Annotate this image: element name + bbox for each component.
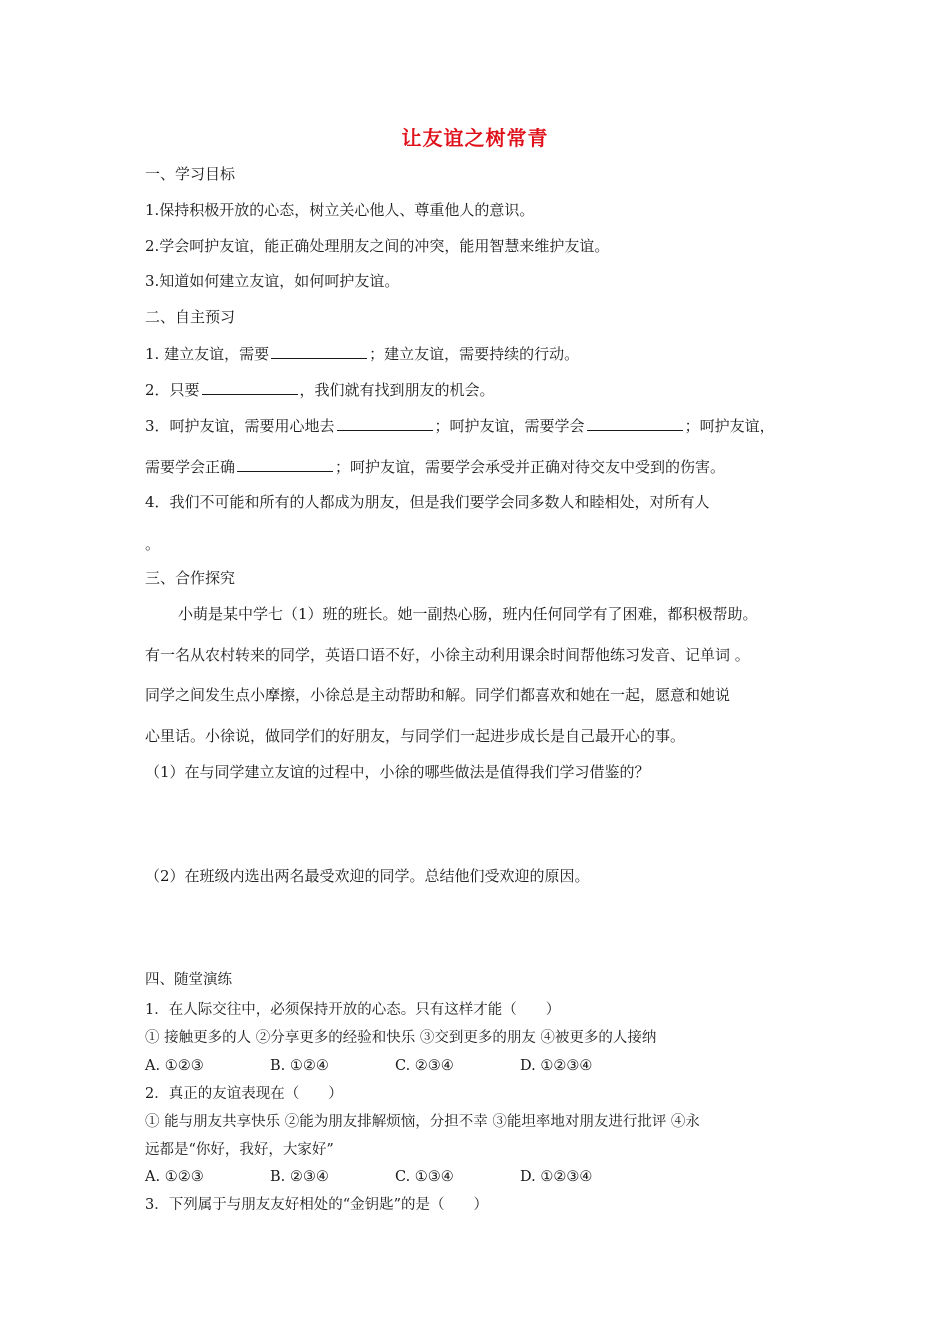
section-heading-preview: 二、自主预习	[145, 308, 236, 326]
explore-question-2: （2）在班级内选出两名最受欢迎的同学。总结他们受欢迎的原因。	[145, 867, 590, 885]
question-text: 3．呵护友谊，需要用心地去	[145, 417, 335, 435]
section-heading-explore: 三、合作探究	[145, 569, 236, 587]
question-text: ；呵护友谊，需要学会承受并正确对待交友中受到的伤害。	[335, 458, 726, 476]
question-text: ，我们就有找到朋友的机会。	[299, 381, 495, 399]
question-text: ；呵护友谊，	[684, 417, 775, 435]
fill-blank[interactable]	[337, 415, 433, 431]
preview-question-4-end: 。	[145, 535, 161, 553]
case-paragraph-line-1: 小萌是某中学七（1）班的班长。她一副热心肠，班内任何同学有了困难，都积极帮助。	[178, 605, 758, 623]
practice-question-1-statements: ① 接触更多的人 ②分享更多的经验和快乐 ③交到更多的朋友 ④被更多的人接纳	[145, 1030, 657, 1046]
option-a[interactable]: A. ①②③	[145, 1058, 204, 1074]
option-d[interactable]: D. ①②③④	[520, 1169, 593, 1185]
option-c[interactable]: C. ②③④	[395, 1058, 454, 1074]
question-text: 2．只要	[145, 381, 200, 399]
practice-question-1-options	[145, 1056, 592, 1076]
case-paragraph-line-3: 同学之间发生点小摩擦，小徐总是主动帮助和解。同学们都喜欢和她在一起，愿意和她说	[145, 686, 731, 704]
preview-question-4: 4．我们不可能和所有的人都成为朋友，但是我们要学会同多数人和睦相处，对所有人	[145, 493, 710, 511]
practice-question-1: 1．在人际交往中，必须保持开放的心态。只有这样才能（ ）	[145, 1002, 561, 1018]
preview-question-3-cont	[145, 456, 725, 477]
option-d[interactable]: D. ①②③④	[520, 1058, 593, 1074]
fill-blank[interactable]	[587, 415, 683, 431]
option-b[interactable]: B. ①②④	[270, 1058, 329, 1074]
case-paragraph-line-2: 有一名从农村转来的同学，英语口语不好，小徐主动利用课余时间帮他练习发音、记单词 。	[145, 646, 750, 664]
practice-question-3: 3．下列属于与朋友友好相处的“金钥匙”的是（ ）	[145, 1197, 489, 1213]
question-text: ；呵护友谊，需要学会	[434, 417, 585, 435]
practice-question-2-options	[145, 1167, 592, 1187]
goal-item-2: 2.学会呵护友谊，能正确处理朋友之间的冲突，能用智慧来维护友谊。	[145, 237, 610, 255]
practice-question-2-statements-2: 远都是“你好，我好，大家好”	[145, 1142, 334, 1158]
goal-item-3: 3.知道如何建立友谊，如何呵护友谊。	[145, 272, 400, 290]
preview-question-3	[145, 415, 775, 436]
preview-question-2	[145, 379, 495, 400]
option-a[interactable]: A. ①②③	[145, 1169, 204, 1185]
explore-question-1: （1）在与同学建立友谊的过程中，小徐的哪些做法是值得我们学习借鉴的？	[145, 763, 650, 781]
option-b[interactable]: B. ②③④	[270, 1169, 329, 1185]
practice-question-2-statements-1: ① 能与朋友共享快乐 ②能为朋友排解烦恼，分担不幸 ③能坦率地对朋友进行批评 ④永	[145, 1114, 700, 1130]
fill-blank[interactable]	[202, 379, 298, 395]
question-text: 需要学会正确	[145, 458, 236, 476]
page-title: 让友谊之树常青	[401, 126, 549, 150]
case-paragraph-line-4: 心里话。小徐说，做同学们的好朋友，与同学们一起进步成长是自己最开心的事。	[145, 727, 686, 745]
preview-question-1	[145, 343, 579, 364]
fill-blank[interactable]	[237, 456, 333, 472]
question-text: 1. 建立友谊，需要	[145, 345, 270, 363]
section-heading-goals: 一、学习目标	[145, 165, 236, 183]
practice-question-2: 2．真正的友谊表现在（ ）	[145, 1086, 343, 1102]
option-c[interactable]: C. ①③④	[395, 1169, 454, 1185]
question-text: ；建立友谊，需要持续的行动。	[369, 345, 580, 363]
section-heading-practice: 四、随堂演练	[145, 972, 232, 988]
fill-blank[interactable]	[271, 343, 367, 359]
goal-item-1: 1.保持积极开放的心态，树立关心他人、尊重他人的意识。	[145, 201, 535, 219]
